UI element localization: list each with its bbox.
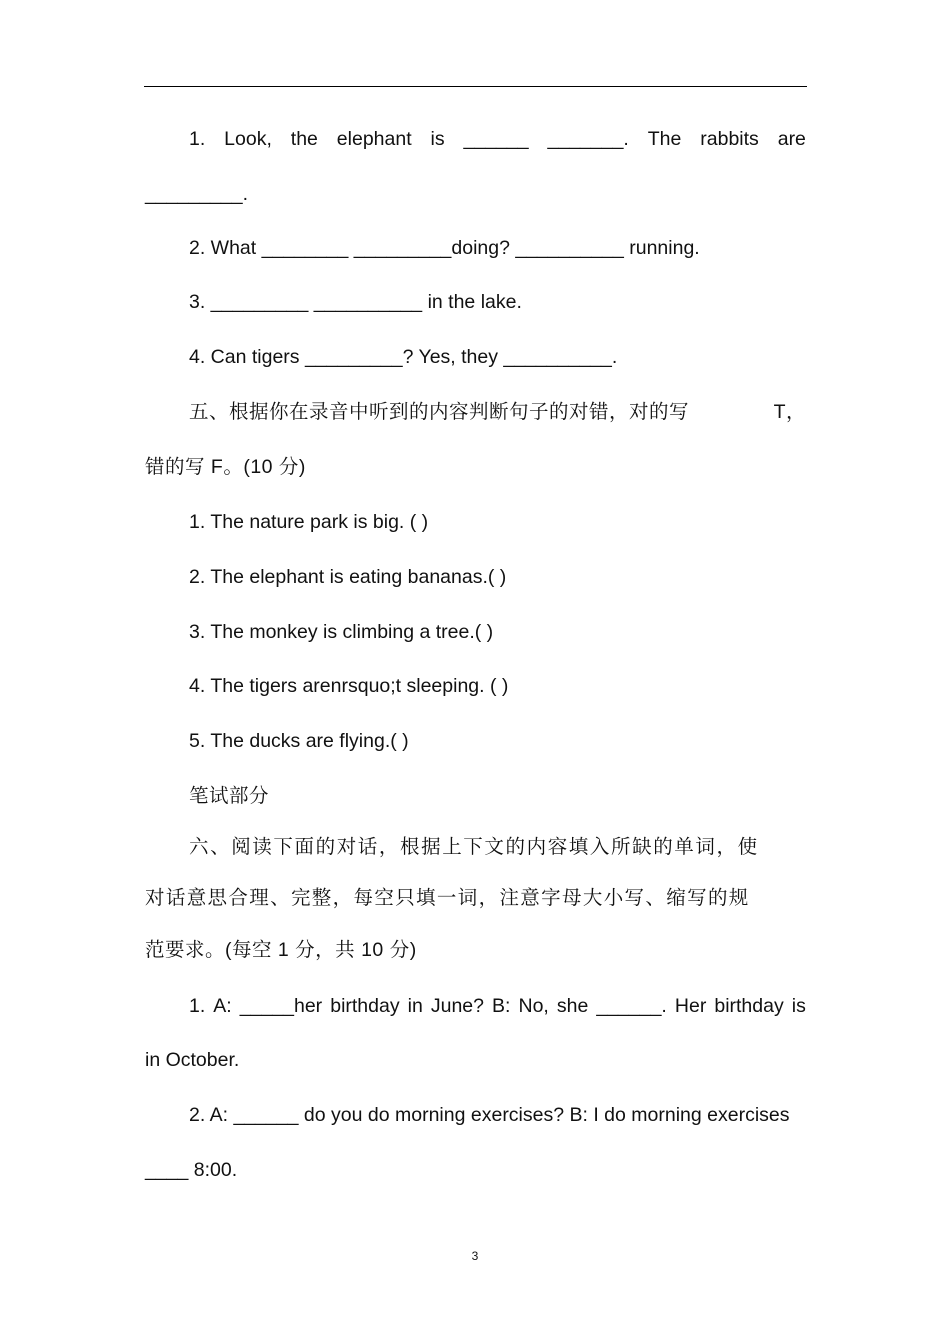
section-5-heading-continuation: 错的写 F。(10 分) xyxy=(145,456,306,478)
question-6-2: 2. A: ______ do you do morning exercises? B: I do morning exercises xyxy=(189,1104,790,1126)
question-6-1-word: is xyxy=(791,995,806,1017)
question-4-1-word: rabbits xyxy=(700,128,759,150)
section-6-heading-line-3: 范要求。(每空 1 分，共 10 分) xyxy=(145,939,417,961)
section-5-heading-tail: T， xyxy=(773,401,806,423)
question-6-1-word: birthday xyxy=(714,995,784,1017)
question-4-1-word: 1. xyxy=(189,128,206,150)
question-6-1-word: No, xyxy=(518,995,549,1017)
question-6-1-continuation: in October. xyxy=(145,1049,240,1071)
section-5-item-1: 1. The nature park is big. ( ) xyxy=(189,511,429,533)
question-6-1-word: A: xyxy=(213,995,232,1017)
question-6-1-word: 1. xyxy=(189,995,206,1017)
question-4-4: 4. Can tigers _________? Yes, they __________. xyxy=(189,346,618,368)
question-4-1-word: Look, xyxy=(224,128,272,150)
section-5-item-3: 3. The monkey is climbing a tree.( ) xyxy=(189,621,494,643)
question-6-1-word: birthday xyxy=(330,995,400,1017)
section-5-heading-text: 五、根据你在录音中听到的内容判断句子的对错，对的写 xyxy=(189,401,690,423)
question-4-1-word: the xyxy=(290,128,318,150)
section-5-item-2: 2. The elephant is eating bananas.( ) xyxy=(189,566,507,588)
question-4-1 xyxy=(189,127,806,151)
question-6-1-word: in xyxy=(407,995,423,1017)
question-4-1-word: is xyxy=(430,128,445,150)
question-4-1-word: _______. xyxy=(547,128,629,150)
question-6-1-word: _____her xyxy=(239,995,323,1017)
question-4-1-word: The xyxy=(647,128,682,150)
section-5-item-5: 5. The ducks are flying.( ) xyxy=(189,730,409,752)
written-part-label: 笔试部分 xyxy=(189,785,270,807)
question-6-1-word: B: xyxy=(492,995,511,1017)
section-6-heading: 六、阅读下面的对话，根据上下文的内容填入所缺的单词，使 xyxy=(189,836,759,858)
section-5-item-4: 4. The tigers arenrsquo;t sleeping. ( ) xyxy=(189,675,509,697)
section-5-heading xyxy=(189,400,806,424)
question-6-1-word: June? xyxy=(430,995,484,1017)
question-4-3: 3. _________ __________ in the lake. xyxy=(189,291,522,313)
header-rule xyxy=(144,86,807,87)
question-6-2-continuation: ____ 8:00. xyxy=(145,1159,238,1181)
question-4-2: 2. What ________ _________doing? __________ running. xyxy=(189,237,700,259)
question-6-1-word: ______. xyxy=(596,995,667,1017)
section-6-heading-line-2: 对话意思合理、完整，每空只填一词，注意字母大小写、缩写的规 xyxy=(145,887,750,909)
question-4-1-word: elephant xyxy=(336,128,412,150)
question-6-1 xyxy=(189,994,806,1018)
question-4-1-continuation: _________. xyxy=(145,183,249,205)
question-6-1-word: Her xyxy=(674,995,707,1017)
question-4-1-word: ______ xyxy=(463,128,529,150)
page-number: 3 xyxy=(471,1249,479,1263)
question-6-1-word: she xyxy=(556,995,589,1017)
question-4-1-word: are xyxy=(777,128,806,150)
